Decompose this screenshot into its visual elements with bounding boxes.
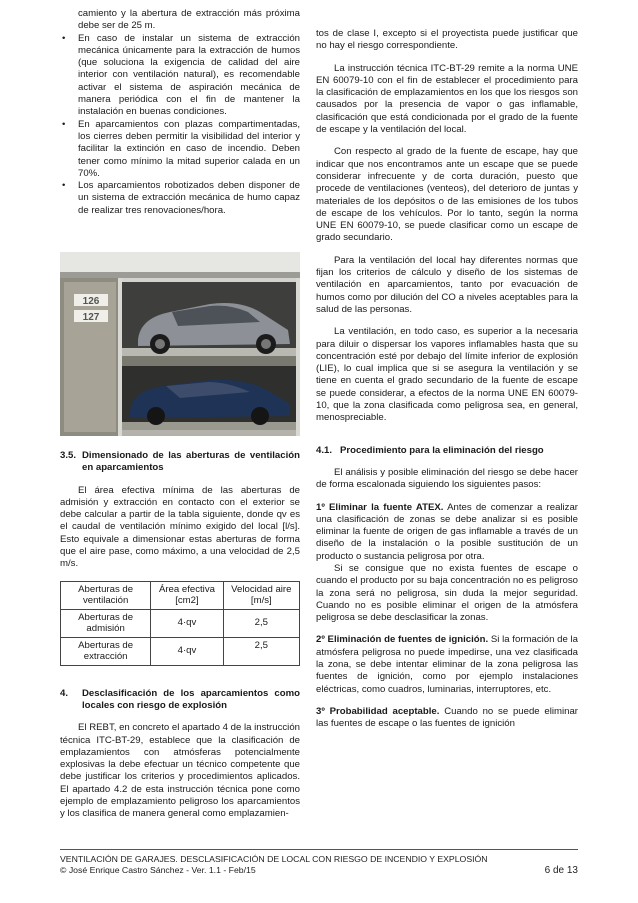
footer-divider (60, 849, 578, 850)
parking-lift-illustration (60, 252, 300, 436)
list-item: • Los aparcamientos robotizados deben disponer de un sistema de extracción mecánica de humo capaz de realizar tres renovaciones/hora. (62, 180, 300, 216)
step-1-paragraph: 1º Eliminar la fuente ATEX. Antes de comenzar a realizar una clasificación de zonas se debe analizar si es posible eliminar la fuente de origen de gas inflamable a través de un diseño de la instalación o la posible sustitución de un producto o sustancia peligrosa por otra. (316, 501, 578, 562)
paragraph: Para la ventilación del local hay diferentes normas que fijan los criterios de cálculo y diseño de los sistemas de ventilación en aparcamientos, tanto por evacuación de humos como por dilución del CO a niveles aceptables para la salud de las personas. (316, 254, 578, 315)
section-heading-4: 4. Desclasificación de los aparcamientos como locales con riesgo de explosión (60, 687, 300, 711)
slot-number-sign: 127 (82, 312, 100, 323)
paragraph: Si se consigue que no exista fuentes de escape o cuando el producto por su baja concentración no es peligroso la zona será no peligrosa, sin duda la mejor seguridad. Cuando no es posible eliminar el origen de la atmósfera peligrosa se debe desclasificar la zonas. (316, 562, 578, 624)
paragraph: tos de clase I, excepto si el proyectista puede justificar que no hay el riesgo correspondiente. (316, 28, 578, 52)
table-cell: Aberturas de extracción (61, 637, 151, 665)
paragraph: El REBT, en concreto el apartado 4 de la instrucción técnica ITC-BT-29, establece que la clasificación de emplazamientos con atmósferas potencialmente explosivas la debe efectuar un técnico competente que debe justificar los criterios y procedimientos aplicados. El apartado 4.2 de esta instrucción técnica pone como ejemplo de emplazamiento peligroso los aparcamientos y los clasifica de manera general como emplazamien- (60, 722, 300, 820)
section-heading-3-5: 3.5. Dimensionado de las aberturas de ventilación en aparcamientos (60, 450, 300, 474)
paragraph: Con respecto al grado de la fuente de escape, hay que indicar que nos encontramos ante un escape que se puede considerar infrecuente y de corta duración, puesto que procede de ventilaciones (venteos), del deterioro de juntas y materiales de los depósitos o de las emisiones de los tubos de escape de los vehículos. Por lo tanto, según la norma UNE EN 60079-10, se puede clasificar como un escape de grado secundario. (316, 146, 578, 244)
table-cell: 2,5 (223, 609, 299, 637)
table-header-row (61, 581, 300, 609)
page-number: 6 de 13 (544, 865, 578, 876)
table-header-cell: Velocidad aire [m/s] (223, 581, 299, 609)
table-header-cell: Área efectiva [cm2] (151, 581, 223, 609)
paragraph-continuation: camiento y la abertura de extracción más próxima debe ser de 25 m. (78, 8, 300, 32)
left-column (60, 8, 300, 217)
table-cell: Aberturas de admisión (61, 609, 151, 637)
list-item: • En aparcamientos con plazas compartimentadas, los cierres deben permitir la visibilidad del interior y facilitar la extinción en caso de incendio. Deben tener como mínimo la mitad superior calada en un 70%. (62, 118, 300, 179)
table-cell: 4·qv (151, 609, 223, 637)
step-3-paragraph: 3º Probabilidad aceptable. Cuando no se puede eliminar las fuentes de escape o las fuentes de ignición (316, 705, 578, 730)
ventilation-table (60, 581, 300, 666)
page-footer (60, 854, 578, 876)
paragraph: El análisis y posible eliminación del riesgo se debe hacer de forma escalonada siguiendo los siguientes pasos: (316, 466, 578, 491)
bullet-list (60, 33, 300, 217)
step-2-paragraph: 2º Eliminación de fuentes de ignición. Si la formación de la atmósfera peligrosa no puede impedirse, una vez clasificada la zona, se debe intentar eliminar de la zona peligrosa las fuentes de ignición, como por ejemplo instalaciones eléctricas, como cuadros, luminarias, interruptores, etc. (316, 634, 578, 695)
table-row (61, 609, 300, 637)
list-item: • En caso de instalar un sistema de extracción mecánica únicamente para la extracción de humos (que soluciona la exigencia de calidad del aire interior con ventilación natural), es recomendable activar el sistema de aspiración mecánica de manera periódica con el fin de mantener la instalación en buenas condiciones. (62, 32, 300, 118)
footer-author: © José Enrique Castro Sánchez - Ver. 1.1 - Feb/15 (60, 865, 256, 875)
section-heading-4-1: 4.1. Procedimiento para la eliminación del riesgo (316, 444, 544, 456)
table-row (61, 637, 300, 665)
table-header-cell: Aberturas de ventilación (61, 581, 151, 609)
table-cell: 4·qv (151, 637, 223, 665)
slot-number-sign: 126 (82, 296, 100, 307)
paragraph: El área efectiva mínima de las aberturas de admisión y extracción en contacto con el exterior se debe calcular a partir de la tabla siguiente, donde qv es el caudal de ventilación mínimo exigido del local [l/s]. Esto equivale a dimensionar estas aberturas de forma que el aire pase, como máximo, a una velocidad de 2,5 m/s. (60, 484, 300, 570)
right-column (316, 28, 578, 731)
paragraph: La instrucción técnica ITC-BT-29 remite a la norma UNE EN 60079-10 con el fin de establecer el procedimiento para la clasificación de emplazamientos en los que los riesgos son causados por la presencia de vapor o gas inflamable, clasificación que está condicionada por el grado de la fuente de escape y la ventilación del local. (316, 62, 578, 136)
footer-title: VENTILACIÓN DE GARAJES. DESCLASIFICACIÓN DE LOCAL CON RIESGO DE INCENDIO Y EXPLOSIÓN (60, 854, 488, 864)
left-column-lower (60, 450, 300, 821)
parking-lift-photo (60, 252, 300, 436)
table-cell: 2,5 (223, 637, 299, 665)
paragraph: La ventilación, en todo caso, es superior a la necesaria para diluir o dispersar los vapores inflamables hasta que su concentración esté por debajo del límite inferior de explosión (LIE), lo cual implica que si se asegura la ventilación y se tiene en cuenta el grado secundario de la fuente de escape se puede considerar, a efectos de la norma UNE EN 60079-10, que la zona clasificada como peligrosa sea, en general, menospreciable. (316, 326, 578, 424)
